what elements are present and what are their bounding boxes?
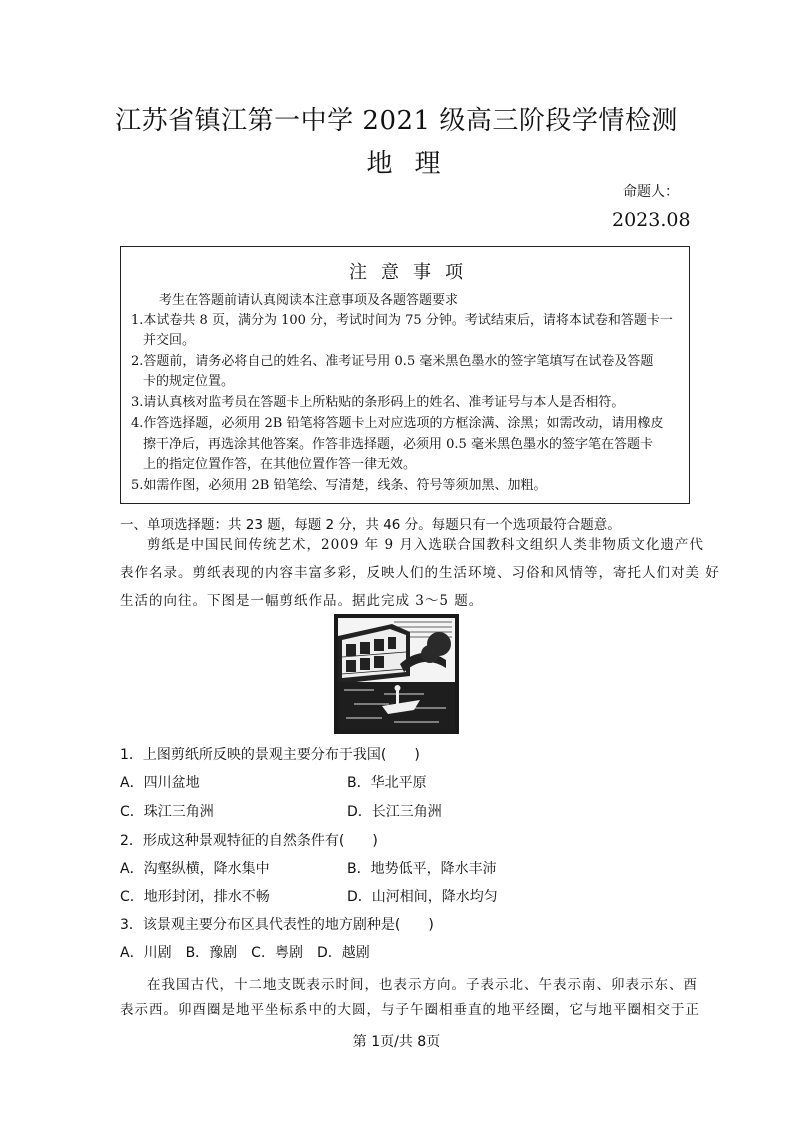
question-3-options[interactable]: A．川剧 B．豫剧 C．粤剧 D．越剧 [120, 945, 370, 961]
question-2-option-c[interactable]: C．地形封闭，排水不畅 [120, 889, 270, 905]
question-1-option-d[interactable]: D．长江三角洲 [347, 804, 442, 820]
page-number: 第 1页/共 8页 [352, 1034, 441, 1050]
question-1-option-c[interactable]: C．珠江三角洲 [120, 804, 214, 820]
page-title: 江苏省镇江第一中学 2021 级高三阶段学情检测 [115, 106, 678, 136]
notice-title: 注意事项 [349, 262, 477, 283]
question-2-option-a[interactable]: A．沟壑纵横，降水集中 [120, 861, 270, 877]
notice-line: 2.答题前，请务必将自己的姓名、准考证号用 0.5 毫米黑色墨水的签字笔填写在试卷及答题 [131, 354, 654, 369]
author-label: 命题人： [623, 184, 679, 200]
notice-line: 卡的规定位置。 [143, 374, 235, 389]
notice-line: 擦干净后，再选涂其他答案。作答非选择题，必须用 0.5 毫米黑色墨水的签字笔在答题卡 [143, 437, 653, 452]
exam-date: 2023.08 [612, 209, 691, 231]
subject-title: 地理 [366, 149, 463, 179]
notice-box [120, 246, 690, 504]
notice-line: 4.作答选择题，必须用 2B 铅笔将答题卡上对应选项的方框涂满、涂黑；如需改动，请用橡皮 [131, 416, 664, 431]
passage-line: 剪纸是中国民间传统艺术，2009 年 9 月入选联合国教科文组织人类非物质文化遗产代 [147, 537, 704, 553]
question-2-stem: 2．形成这种景观特征的自然条件有( ) [120, 833, 378, 849]
notice-intro: 考生在答题前请认真阅读本注意事项及各题答题要求 [159, 293, 459, 308]
section-heading: 一、单项选择题：共 23 题，每题 2 分，共 46 分。每题只有一个选项最符合题意。 [120, 517, 621, 533]
question-2-option-d[interactable]: D．山河相间，降水均匀 [347, 889, 498, 905]
passage-line: 表作名录。剪纸表现的内容丰富多彩，反映人们的生活环境、习俗和风情等，寄托人们对美 好 [120, 565, 720, 581]
question-1-option-a[interactable]: A．四川盆地 [120, 775, 200, 791]
question-3-stem: 3．该景观主要分布区具代表性的地方剧种是( ) [120, 917, 434, 933]
notice-line: 并交回。 [143, 333, 196, 348]
passage2-line: 在我国古代，十二地支既表示时间，也表示方向。子表示北、午表示南、卯表示东、酉 [147, 977, 698, 993]
notice-line: 上的指定位置作答，在其他位置作答一律无效。 [143, 457, 417, 472]
question-1-stem: 1．上图剪纸所反映的景观主要分布于我国( ) [120, 747, 420, 763]
question-1-option-b[interactable]: B．华北平原 [347, 775, 427, 791]
notice-line: 1.本试卷共 8 页，满分为 100 分，考试时间为 75 分钟。考试结束后，请将本试卷和答题卡一 [131, 313, 673, 328]
notice-line: 3.请认真核对监考员在答题卡上所粘贴的条形码上的姓名、准考证号与本人是否相符。 [131, 395, 625, 410]
notice-line: 5.如需作图，必须用 2B 铅笔绘、写清楚，线条、符号等须加黑、加粗。 [131, 478, 547, 493]
paper-cut-image [334, 614, 459, 734]
passage2-line: 表示西。卯酉圈是地平坐标系中的大圆，与子午圈相垂直的地平经圈，它与地平圈相交于正 [120, 1002, 700, 1018]
question-2-option-b[interactable]: B．地势低平，降水丰沛 [347, 861, 497, 877]
passage-line: 生活的向往。下图是一幅剪纸作品。据此完成 3～5 题。 [120, 593, 484, 609]
